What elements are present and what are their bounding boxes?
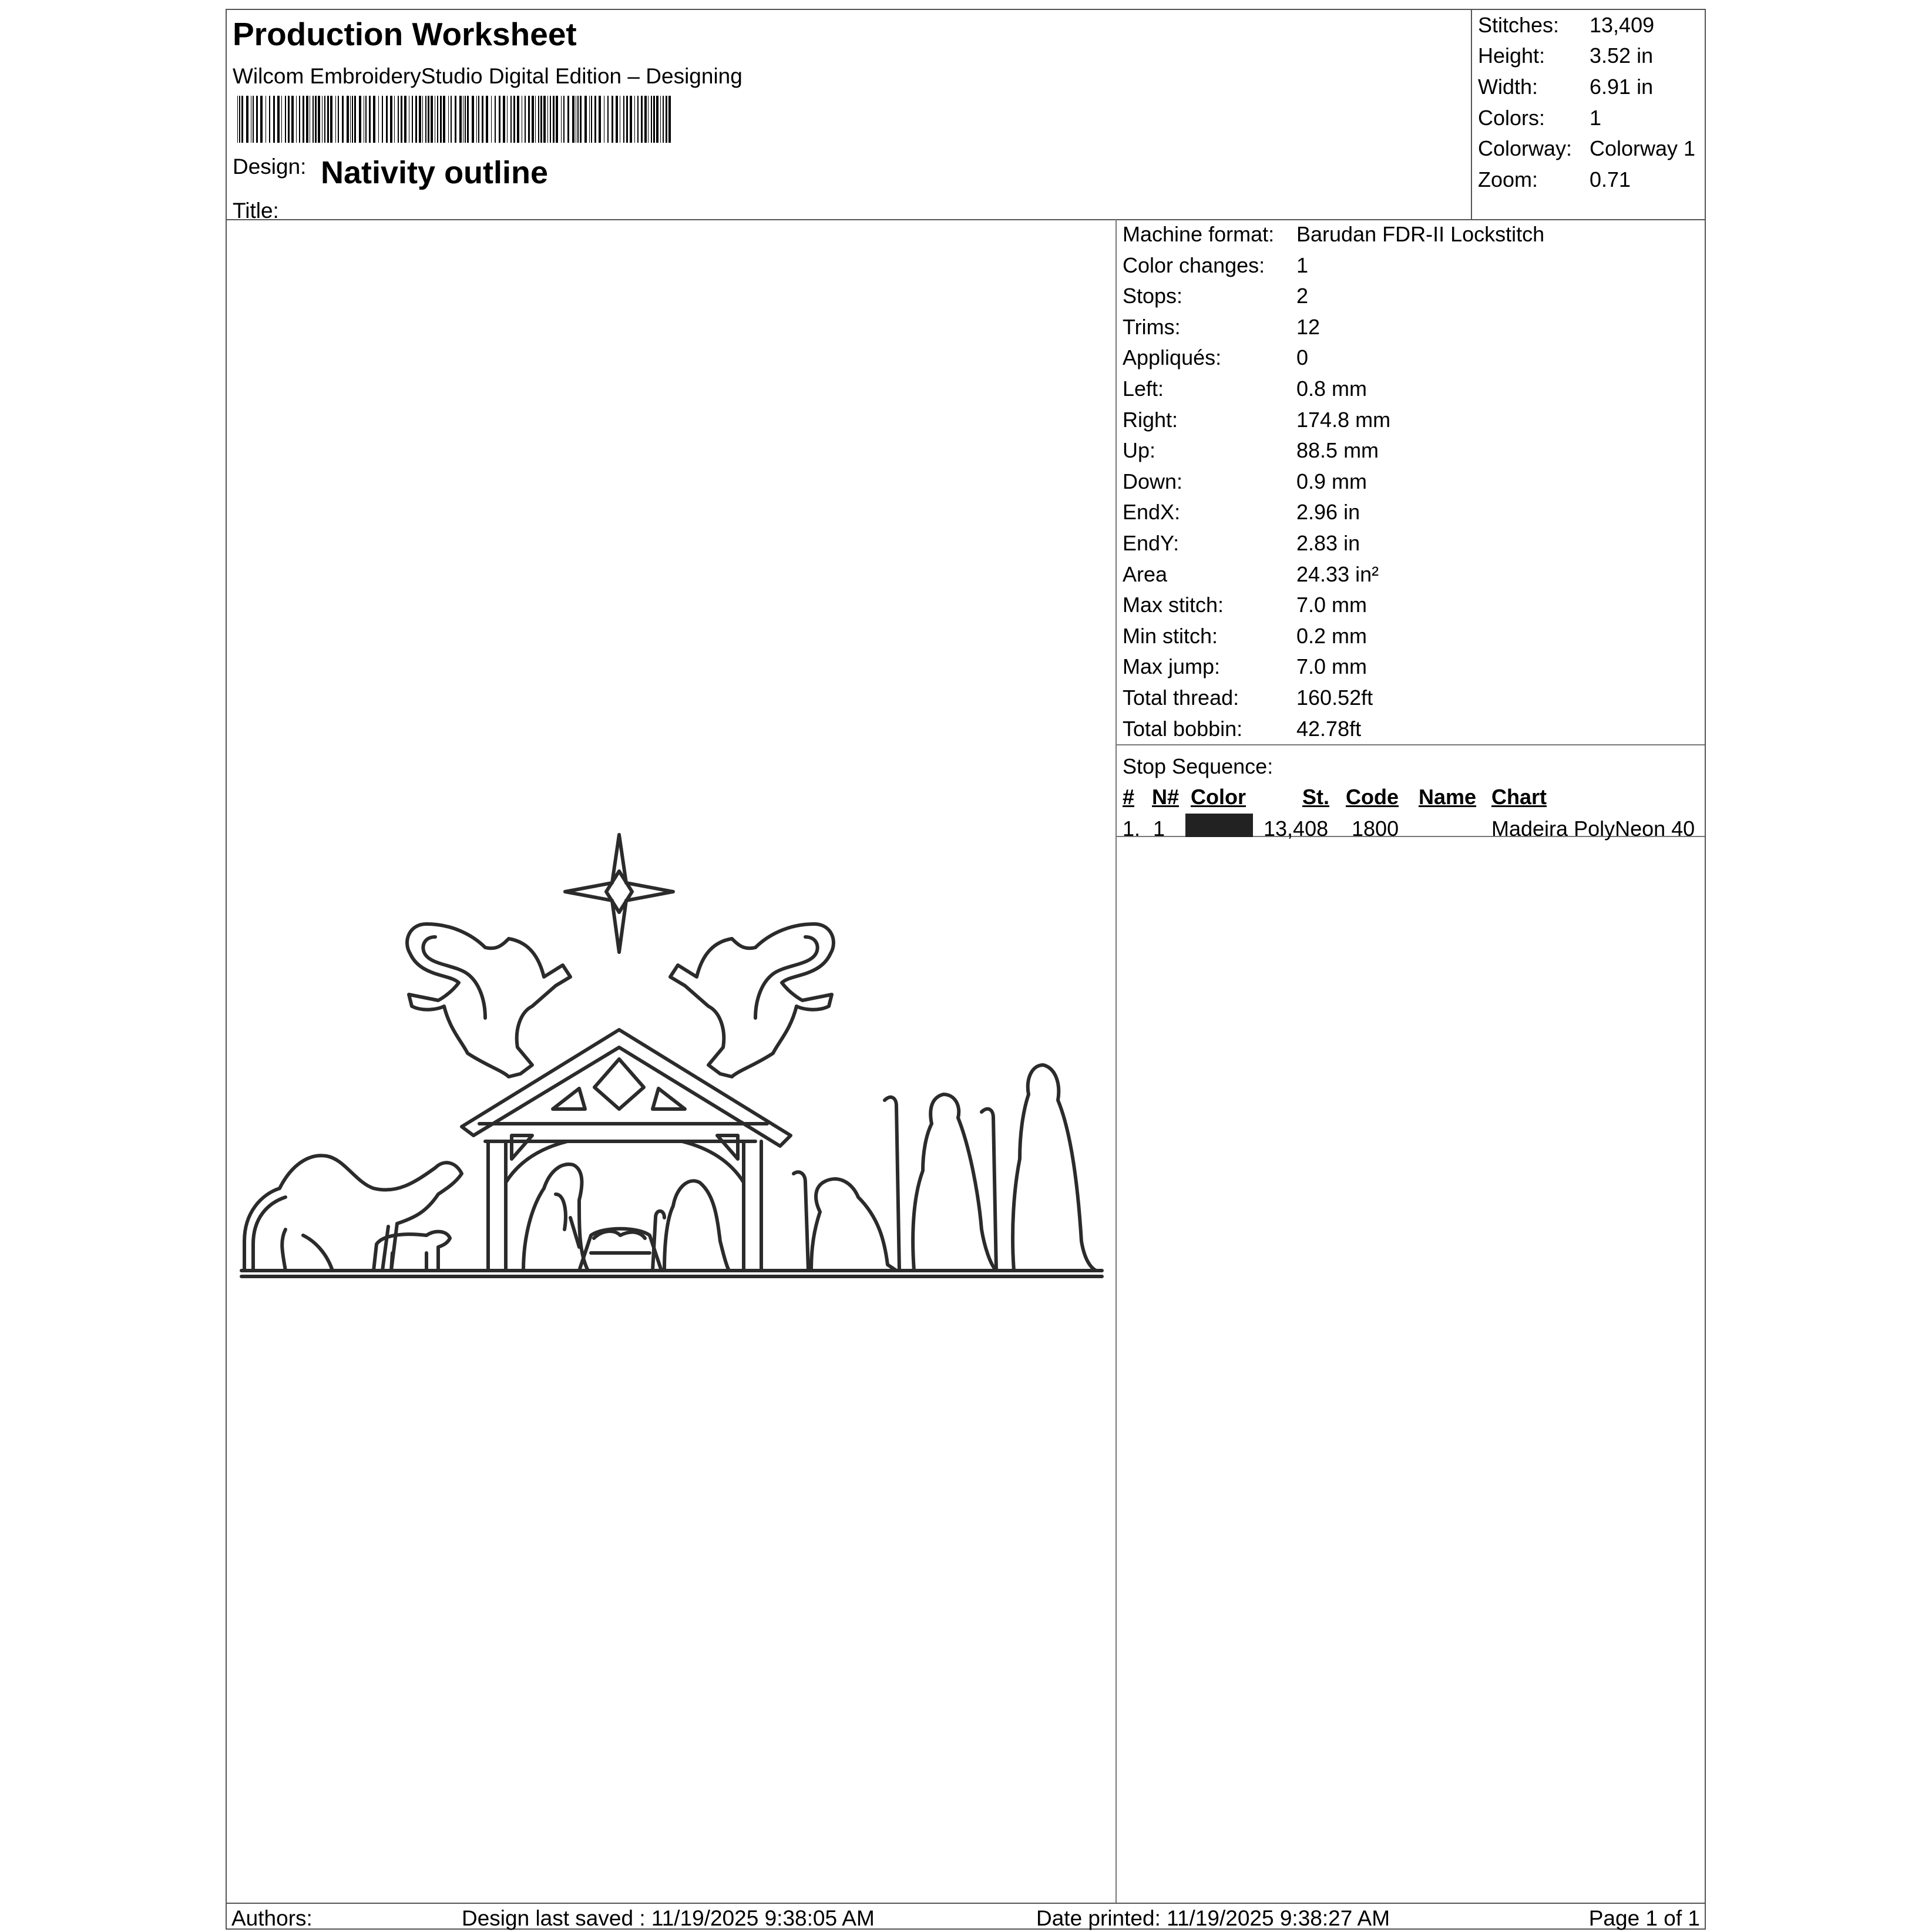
barcode-bar xyxy=(594,96,596,143)
detail-value: 0.8 mm xyxy=(1296,377,1367,401)
barcode-bar xyxy=(580,96,582,143)
barcode-bar xyxy=(525,96,526,143)
shepherd-two xyxy=(1013,1065,1096,1271)
barcode xyxy=(237,96,675,143)
barcode-bar xyxy=(637,96,639,143)
barcode-bar xyxy=(373,96,375,143)
barcode-bar xyxy=(472,96,474,143)
col-header-chart: Chart xyxy=(1491,785,1547,809)
detail-row xyxy=(1123,656,1698,687)
barcode-bar xyxy=(459,96,462,143)
barcode-bar xyxy=(448,96,449,143)
barcode-bar xyxy=(540,96,542,143)
right-angel xyxy=(670,924,834,1077)
summary-label: Stitches: xyxy=(1478,13,1560,37)
barcode-bar xyxy=(634,96,635,143)
barcode-bar xyxy=(589,96,590,143)
stop-row-number: 1. xyxy=(1123,817,1141,841)
barcode-bar xyxy=(538,96,539,143)
barcode-bar xyxy=(386,96,388,143)
barcode-bar xyxy=(499,96,500,143)
detail-value: 7.0 mm xyxy=(1296,654,1367,679)
barcode-bar xyxy=(648,96,649,143)
barcode-bar xyxy=(382,96,383,143)
barcode-bar xyxy=(437,96,438,143)
barcode-bar xyxy=(611,96,613,143)
barcode-bar xyxy=(535,96,536,143)
barcode-bar xyxy=(476,96,477,143)
barcode-bar xyxy=(378,96,379,143)
barcode-bar xyxy=(607,96,609,143)
detail-label: Trims: xyxy=(1123,314,1181,339)
col-header-needle: N# xyxy=(1152,785,1180,809)
detail-value: 2.83 in xyxy=(1296,531,1360,555)
col-header-name: Name xyxy=(1419,785,1477,809)
barcode-bar xyxy=(327,96,329,143)
barcode-bar xyxy=(419,96,421,143)
detail-value: 24.33 in² xyxy=(1296,562,1379,586)
detail-label: Max stitch: xyxy=(1123,593,1224,617)
stable-right-post xyxy=(744,1141,761,1271)
barcode-bar xyxy=(572,96,574,143)
stable-corner-right xyxy=(717,1135,738,1159)
summary-label: Zoom: xyxy=(1478,167,1538,191)
barcode-bar xyxy=(281,96,282,143)
worksheet-header xyxy=(227,10,1705,223)
detail-row xyxy=(1123,594,1698,625)
barcode-bar xyxy=(666,96,667,143)
mary-figure xyxy=(523,1164,588,1271)
barcode-bar xyxy=(253,96,254,143)
star-inner xyxy=(606,871,632,912)
barcode-bar xyxy=(352,96,353,143)
stable-diamond xyxy=(594,1059,644,1109)
detail-value: 2.96 in xyxy=(1296,500,1360,525)
barcode-bar xyxy=(567,96,569,143)
barcode-bar xyxy=(273,96,275,143)
barcode-bar xyxy=(561,96,562,143)
mary-inner xyxy=(556,1194,579,1247)
barcode-bar xyxy=(269,96,270,143)
barcode-bar xyxy=(517,96,519,143)
barcode-bar xyxy=(277,96,280,143)
summary-value: Colorway 1 xyxy=(1590,136,1696,160)
stable-left-brace xyxy=(506,1141,567,1182)
star-shape xyxy=(565,835,673,952)
barcode-bar xyxy=(306,96,308,143)
col-header-code: Code xyxy=(1346,785,1399,809)
detail-row xyxy=(1123,314,1698,347)
barcode-bar xyxy=(491,96,492,143)
barcode-bar xyxy=(291,96,294,143)
detail-row xyxy=(1123,255,1698,285)
barcode-bar xyxy=(591,96,592,143)
camel xyxy=(244,1155,462,1271)
barcode-bar xyxy=(394,96,395,143)
stop-row-stitches: 13,408 xyxy=(1264,817,1329,841)
barcode-bar xyxy=(668,96,671,143)
stable-beam xyxy=(479,1124,767,1141)
details-panel xyxy=(1117,219,1705,1903)
detail-label: Total thread: xyxy=(1123,686,1239,710)
summary-row-colorway xyxy=(1478,138,1701,167)
detail-row xyxy=(1123,378,1698,409)
detail-row xyxy=(1123,471,1698,502)
summary-label: Colors: xyxy=(1478,106,1545,130)
barcode-bar xyxy=(443,96,445,143)
footer-page-number: Page 1 of 1 xyxy=(1588,1906,1700,1930)
detail-value: 160.52ft xyxy=(1296,686,1373,710)
barcode-bar xyxy=(663,96,664,143)
detail-label: Right: xyxy=(1123,407,1178,432)
detail-value: 12 xyxy=(1296,314,1321,339)
detail-label: Area xyxy=(1123,562,1168,586)
detail-value: 0.2 mm xyxy=(1296,623,1367,648)
summary-value: 3.52 in xyxy=(1590,43,1654,68)
joseph-figure xyxy=(664,1181,729,1271)
stable-roof xyxy=(462,1030,791,1146)
detail-label: Appliqués: xyxy=(1123,345,1222,370)
barcode-bar xyxy=(398,96,399,143)
barcode-bar xyxy=(296,96,297,143)
summary-value: 13,409 xyxy=(1590,13,1655,37)
barcode-bar xyxy=(503,96,505,143)
barcode-bar xyxy=(285,96,286,143)
barcode-bar xyxy=(510,96,512,143)
footer-authors: Authors: xyxy=(231,1906,313,1930)
barcode-bar xyxy=(428,96,429,143)
barcode-bar xyxy=(451,96,452,143)
barcode-bar xyxy=(303,96,304,143)
barcode-bar xyxy=(513,96,515,143)
summary-label: Colorway: xyxy=(1478,136,1573,160)
barcode-bar xyxy=(359,96,361,143)
title-label: Title: xyxy=(233,199,279,223)
stop-row-code: 1800 xyxy=(1352,817,1399,841)
col-header-color: Color xyxy=(1191,785,1246,809)
detail-row xyxy=(1123,347,1698,378)
detail-row xyxy=(1123,564,1698,594)
detail-label: Max jump: xyxy=(1123,654,1221,679)
barcode-bar xyxy=(288,96,290,143)
barcode-bar xyxy=(626,96,628,143)
barcode-bar xyxy=(401,96,402,143)
barcode-bar xyxy=(404,96,406,143)
nativity-outline-artwork xyxy=(227,219,1115,1903)
barcode-bar xyxy=(543,96,546,143)
worksheet-footer xyxy=(227,1903,1705,1930)
detail-row xyxy=(1123,623,1698,656)
barcode-bar xyxy=(644,96,647,143)
camel-inner xyxy=(253,1197,388,1271)
barcode-bar xyxy=(354,96,356,143)
shepherd-one-staff xyxy=(885,1097,899,1271)
barcode-bar xyxy=(318,96,320,143)
barcode-bar xyxy=(528,96,530,143)
barcode-bar xyxy=(547,96,548,143)
barcode-bar xyxy=(486,96,488,143)
barcode-bar xyxy=(422,96,423,143)
barcode-bar xyxy=(656,96,658,143)
detail-value: 1 xyxy=(1296,253,1309,277)
left-angel-inner xyxy=(423,937,485,1018)
stop-row-chart: Madeira PolyNeon 40 xyxy=(1491,817,1695,841)
barcode-bar xyxy=(412,96,413,143)
detail-label: Min stitch: xyxy=(1123,623,1218,648)
barcode-bar xyxy=(369,96,371,143)
barcode-bar xyxy=(256,96,258,143)
footer-design-saved: Design last saved : 11/19/2025 9:38:05 AM xyxy=(462,1906,875,1930)
barcode-bar xyxy=(653,96,655,143)
barcode-bar xyxy=(482,96,483,143)
summary-row-stitches xyxy=(1478,15,1701,44)
barcode-bar xyxy=(630,96,632,143)
detail-label: EndY: xyxy=(1123,531,1180,555)
baby xyxy=(594,1231,645,1238)
barcode-bar xyxy=(260,96,263,143)
detail-row xyxy=(1123,440,1698,471)
summary-label: Width: xyxy=(1478,75,1538,99)
barcode-bar xyxy=(315,96,317,143)
worksheet-body xyxy=(227,219,1705,1903)
detail-label: EndX: xyxy=(1123,500,1181,525)
barcode-bar xyxy=(507,96,508,143)
detail-value: 0.9 mm xyxy=(1296,469,1367,493)
barcode-bar xyxy=(651,96,652,143)
barcode-bar xyxy=(623,96,624,143)
barcode-bar xyxy=(246,96,248,143)
kneeling-shepherd-staff xyxy=(794,1172,808,1271)
left-angel xyxy=(407,924,570,1077)
col-header-number: # xyxy=(1123,785,1135,809)
barcode-bar xyxy=(299,96,300,143)
barcode-bar xyxy=(553,96,555,143)
detail-value: 2 xyxy=(1296,284,1309,308)
barcode-bar xyxy=(425,96,426,143)
detail-row xyxy=(1123,224,1698,254)
barcode-bar xyxy=(239,96,240,143)
barcode-bar xyxy=(478,96,479,143)
detail-value: 0 xyxy=(1296,345,1309,370)
stop-row-needle: 1 xyxy=(1153,817,1165,841)
right-angel-inner xyxy=(755,937,818,1018)
barcode-bar xyxy=(237,96,238,143)
worksheet-page xyxy=(226,9,1706,1930)
design-label: Design: xyxy=(233,154,307,179)
detail-row xyxy=(1123,409,1698,440)
detail-label: Stops: xyxy=(1123,284,1183,308)
summary-label: Height: xyxy=(1478,43,1545,68)
barcode-bar xyxy=(335,96,336,143)
detail-row xyxy=(1123,533,1698,563)
barcode-bar xyxy=(415,96,417,143)
detail-row xyxy=(1123,285,1698,316)
summary-value: 0.71 xyxy=(1590,167,1631,191)
summary-row-zoom xyxy=(1478,169,1701,199)
kneeling-shepherd xyxy=(811,1179,896,1271)
barcode-bar xyxy=(495,96,496,143)
barcode-bar xyxy=(350,96,351,143)
summary-row-colors xyxy=(1478,107,1701,137)
detail-label: Up: xyxy=(1123,438,1156,463)
barcode-bar xyxy=(584,96,587,143)
stop-sequence xyxy=(1117,744,1705,841)
barcode-bar xyxy=(313,96,314,143)
barcode-bar xyxy=(347,96,349,143)
shepherd-one xyxy=(913,1094,996,1271)
stable-corner-left xyxy=(512,1135,532,1159)
detail-value: 88.5 mm xyxy=(1296,438,1379,463)
col-header-stitches: St. xyxy=(1302,785,1330,809)
barcode-bar xyxy=(390,96,392,143)
barcode-bar xyxy=(532,96,534,143)
stable-right-window xyxy=(653,1088,685,1109)
detail-label: Machine format: xyxy=(1123,222,1275,246)
detail-label: Down: xyxy=(1123,469,1183,493)
summary-value: 1 xyxy=(1590,106,1602,130)
barcode-bar xyxy=(641,96,643,143)
barcode-bar xyxy=(556,96,558,143)
detail-row xyxy=(1123,687,1698,718)
barcode-bar xyxy=(431,96,433,143)
footer-date-printed: Date printed: 11/19/2025 9:38:27 AM xyxy=(1036,1906,1390,1930)
barcode-bar xyxy=(465,96,466,143)
design-preview xyxy=(227,219,1117,1903)
detail-label: Left: xyxy=(1123,377,1164,401)
detail-value: 42.78ft xyxy=(1296,716,1362,741)
header-left-panel xyxy=(227,10,1471,223)
barcode-bar xyxy=(563,96,565,143)
barcode-bar xyxy=(440,96,442,143)
barcode-bar xyxy=(616,96,618,143)
barcode-bar xyxy=(550,96,551,143)
summary-row-height xyxy=(1478,45,1701,75)
barcode-bar xyxy=(342,96,344,143)
barcode-bar xyxy=(455,96,456,143)
barcode-bar xyxy=(241,96,243,143)
detail-value: 7.0 mm xyxy=(1296,593,1367,617)
software-subtitle: Wilcom EmbroideryStudio Digital Edition – Designing xyxy=(233,64,742,88)
detail-value: 174.8 mm xyxy=(1296,407,1391,432)
stable-right-brace xyxy=(682,1141,744,1182)
barcode-bar xyxy=(330,96,332,143)
barcode-bar xyxy=(338,96,339,143)
barcode-bar xyxy=(660,96,661,143)
color-swatch xyxy=(1185,814,1253,837)
design-name: Nativity outline xyxy=(321,155,549,190)
detail-label: Total bobbin: xyxy=(1123,716,1243,741)
detail-label: Color changes: xyxy=(1123,253,1265,277)
detail-value: Barudan FDR-II Lockstitch xyxy=(1296,222,1545,246)
summary-value: 6.91 in xyxy=(1590,75,1654,99)
page-title: Production Worksheet xyxy=(233,16,577,52)
barcode-bar xyxy=(577,96,579,143)
barcode-bar xyxy=(467,96,469,143)
barcode-bar xyxy=(365,96,367,143)
stable-left-window xyxy=(553,1088,585,1109)
stop-sequence-title: Stop Sequence: xyxy=(1123,754,1274,778)
barcode-bar xyxy=(599,96,601,143)
stable-left-post xyxy=(488,1141,506,1271)
detail-row xyxy=(1123,502,1698,532)
barcode-bar xyxy=(324,96,325,143)
summary-row-width xyxy=(1478,76,1701,106)
summary-panel xyxy=(1471,10,1705,219)
